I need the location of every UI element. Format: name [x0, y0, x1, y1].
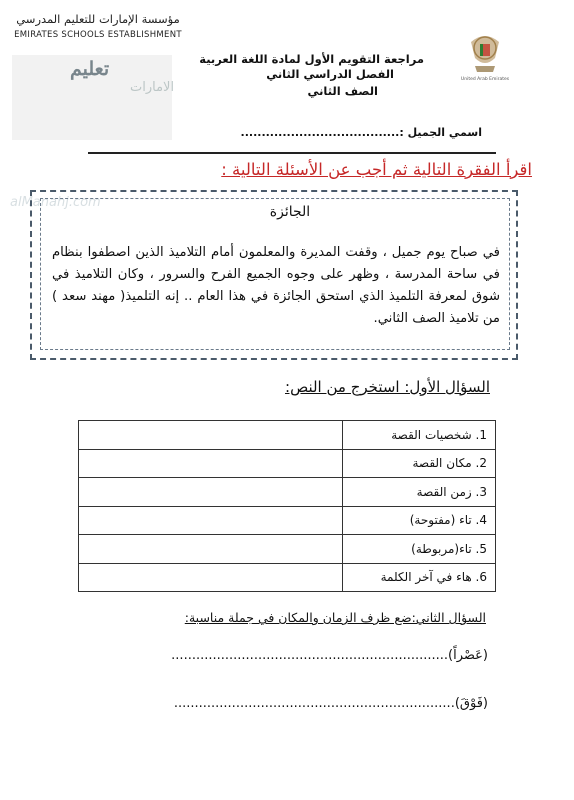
row-label: 6. هاء في آخر الكلمة	[342, 563, 495, 592]
answer-cell[interactable]	[79, 421, 343, 450]
row-label: 5. تاء(مربوطة)	[342, 535, 495, 564]
document-title: مراجعة التقويم الأول لمادة اللغة العربية	[199, 52, 424, 66]
grade-label: الصف الثاني	[307, 84, 378, 98]
emblem-caption: United Arab Emirates	[460, 77, 510, 82]
answer-line-asran[interactable]: (عَصْراً)...................................................................	[171, 648, 488, 663]
answer-cell[interactable]	[79, 478, 343, 507]
row-label: 2. مكان القصة	[342, 449, 495, 478]
answer-cell[interactable]	[79, 449, 343, 478]
student-name-field[interactable]: اسمي الجميل :......................................	[240, 126, 482, 139]
logo-subtext: الامارات	[130, 80, 175, 95]
uae-emblem-icon	[465, 28, 505, 78]
organization-name-english: EMIRATES SCHOOLS ESTABLISHMENT	[14, 30, 182, 40]
passage-title: الجائزة	[269, 204, 311, 220]
question-1-title: السؤال الأول: استخرج من النص:	[285, 378, 490, 396]
table-row	[79, 421, 496, 450]
table-row	[79, 563, 496, 592]
semester-label: الفصل الدراسي الثاني	[266, 67, 394, 81]
question-1-table	[78, 420, 496, 592]
table-row	[79, 478, 496, 507]
reading-instruction: اقرأ الفقرة التالية ثم أجب عن الأسئلة التالية :	[221, 160, 532, 179]
row-label: 1. شخصيات القصة	[342, 421, 495, 450]
table-row	[79, 449, 496, 478]
question-2-title: السؤال الثاني:ضع ظرف الزمان والمكان في جملة مناسبة:	[184, 610, 486, 625]
logo-text: تعليم	[70, 58, 110, 80]
answer-cell[interactable]	[79, 535, 343, 564]
row-label: 4. تاء (مفتوحة)	[342, 506, 495, 535]
passage-text: في صباح يوم جميل ، وقفت المديرة والمعلمون أمام التلاميذ الذين اصطفوا بنظام في ساحة المدرسة ، وظهر على وجوه الجميع الفرح والسرور ، وكان التلاميذ في شوق لمعرفة التلميذ الذي استحق الجائزة في هذا العام .. إنه التلميذ( مهند سعد ) من تلاميذ الصف الثاني.	[52, 245, 500, 326]
table-row	[79, 506, 496, 535]
organization-name-arabic: مؤسسة الإمارات للتعليم المدرسي	[16, 12, 180, 26]
answer-cell[interactable]	[79, 506, 343, 535]
answer-cell[interactable]	[79, 563, 343, 592]
answer-line-fawqa[interactable]: (فَوْقَ)....................................................................	[173, 696, 488, 711]
watermark: alManahj.com	[10, 195, 101, 210]
table-row	[79, 535, 496, 564]
header-divider	[88, 152, 496, 154]
row-label: 3. زمن القصة	[342, 478, 495, 507]
